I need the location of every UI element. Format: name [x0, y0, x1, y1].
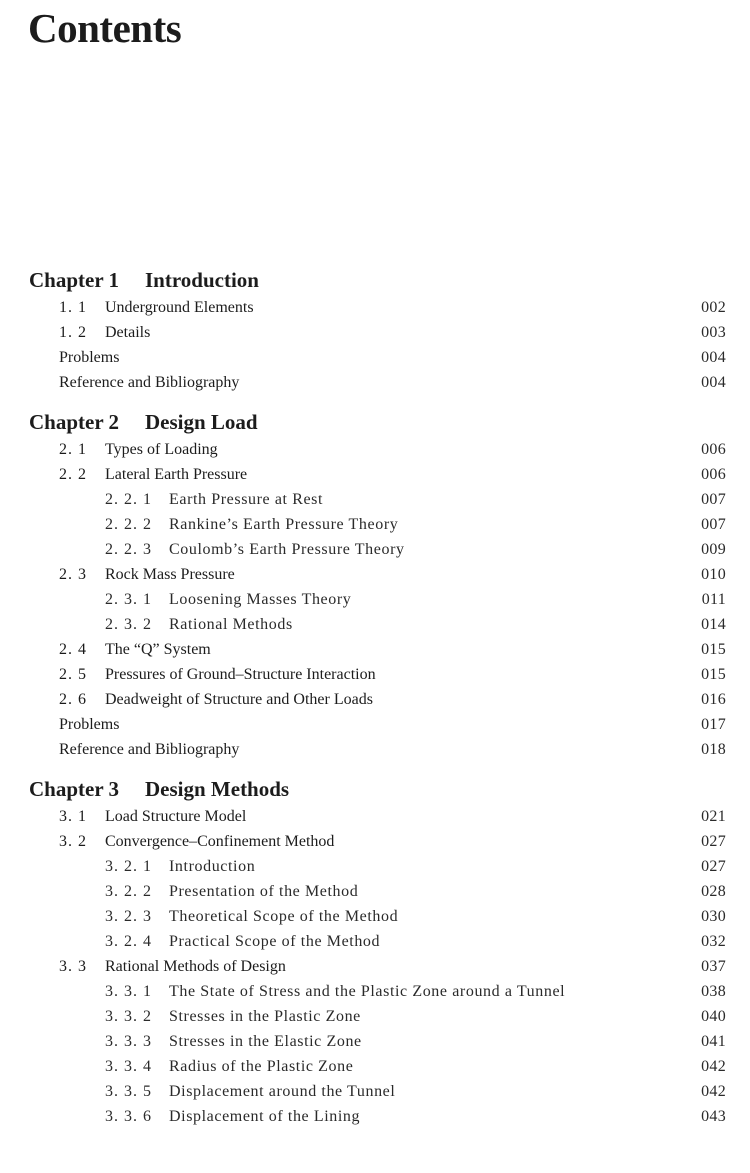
toc-entry[interactable]: [0, 1004, 750, 1029]
toc-entry[interactable]: [0, 1104, 750, 1129]
page-number: 010: [701, 566, 726, 583]
section-title: Types of Loading: [105, 441, 218, 458]
chapter-heading: [0, 774, 750, 804]
section-number: 3. 1: [59, 808, 87, 825]
section-title: Coulomb’s Earth Pressure Theory: [169, 541, 405, 558]
page-number: 021: [701, 808, 726, 825]
section-number: 3. 3. 3: [105, 1033, 152, 1050]
section-title: Loosening Masses Theory: [169, 591, 352, 608]
page-number: 041: [701, 1033, 726, 1050]
toc-entry[interactable]: [0, 929, 750, 954]
section-number: 1. 2: [59, 324, 87, 341]
toc-entry[interactable]: [0, 370, 750, 395]
toc-entry[interactable]: [0, 1054, 750, 1079]
toc-entry[interactable]: [0, 804, 750, 829]
chapter-number: Chapter 1: [29, 268, 120, 292]
page-number: 042: [701, 1058, 726, 1075]
section-number: 2. 6: [59, 691, 87, 708]
section-number: 2. 2: [59, 466, 87, 483]
section-title: Deadweight of Structure and Other Loads: [105, 691, 373, 708]
section-title: Stresses in the Plastic Zone: [169, 1008, 361, 1025]
section-title: Stresses in the Elastic Zone: [169, 1033, 362, 1050]
section-title: Displacement around the Tunnel: [169, 1083, 396, 1100]
page-number: 014: [701, 616, 726, 633]
section-number: 2. 2. 1: [105, 491, 152, 508]
page-number: 009: [701, 541, 726, 558]
toc-entry[interactable]: [0, 562, 750, 587]
page-number: 003: [701, 324, 726, 341]
page-number: 032: [701, 933, 726, 950]
toc-entry[interactable]: [0, 345, 750, 370]
toc-entry[interactable]: [0, 320, 750, 345]
page-number: 015: [701, 666, 726, 683]
page-number: 015: [701, 641, 726, 658]
toc-entry[interactable]: [0, 1079, 750, 1104]
section-title: Rock Mass Pressure: [105, 566, 235, 583]
toc-entry[interactable]: [0, 687, 750, 712]
chapter-number: Chapter 3: [29, 777, 120, 801]
chapter-title: Design Methods: [145, 777, 290, 801]
section-title: The “Q” System: [105, 641, 211, 658]
chapter-heading: [0, 407, 750, 437]
page-number: 038: [701, 983, 726, 1000]
page-number: 006: [701, 466, 726, 483]
section-title: Details: [105, 324, 151, 341]
page-number: 011: [701, 591, 726, 608]
page-number: 030: [701, 908, 726, 925]
chapter-section: [0, 265, 750, 395]
chapter-title: Introduction: [145, 268, 259, 292]
section-number: 2. 3: [59, 566, 87, 583]
section-title: Reference and Bibliography: [59, 741, 240, 758]
section-title: Presentation of the Method: [169, 883, 359, 900]
page-number: 007: [701, 516, 726, 533]
section-title: Rankine’s Earth Pressure Theory: [169, 516, 399, 533]
section-title: Problems: [59, 349, 120, 366]
toc-entry[interactable]: [0, 437, 750, 462]
section-number: 2. 2. 2: [105, 516, 152, 533]
page-number: 040: [701, 1008, 726, 1025]
section-number: 3. 2. 3: [105, 908, 152, 925]
toc-entry[interactable]: [0, 829, 750, 854]
chapter-section: [0, 407, 750, 762]
chapter-heading: [0, 265, 750, 295]
section-title: Theoretical Scope of the Method: [169, 908, 399, 925]
page-number: 018: [701, 741, 726, 758]
toc-entry[interactable]: [0, 462, 750, 487]
page-number: 017: [701, 716, 726, 733]
section-number: 3. 2. 4: [105, 933, 152, 950]
section-title: Practical Scope of the Method: [169, 933, 381, 950]
section-number: 2. 5: [59, 666, 87, 683]
section-number: 3. 3. 5: [105, 1083, 152, 1100]
section-title: Underground Elements: [105, 299, 254, 316]
page-number: 004: [701, 349, 726, 366]
section-title: Earth Pressure at Rest: [169, 491, 324, 508]
page-title: Contents: [28, 5, 182, 51]
page-number: 016: [701, 691, 726, 708]
toc-entry[interactable]: [0, 295, 750, 320]
toc-entry[interactable]: [0, 637, 750, 662]
page-number: 027: [701, 833, 726, 850]
section-title: Displacement of the Lining: [169, 1108, 361, 1125]
section-number: 3. 3. 6: [105, 1108, 152, 1125]
chapter-title: Design Load: [145, 410, 258, 434]
section-title: Pressures of Ground–Structure Interaction: [105, 666, 376, 683]
section-title: Load Structure Model: [105, 808, 247, 825]
section-number: 3. 2. 1: [105, 858, 152, 875]
section-number: 3. 3. 1: [105, 983, 152, 1000]
page-number: 042: [701, 1083, 726, 1100]
toc-entry[interactable]: [0, 612, 750, 637]
toc-entry[interactable]: [0, 662, 750, 687]
toc-entry[interactable]: [0, 904, 750, 929]
toc-entry[interactable]: [0, 737, 750, 762]
toc-entry[interactable]: [0, 1029, 750, 1054]
section-title: Rational Methods of Design: [105, 958, 286, 975]
toc-entry[interactable]: [0, 979, 750, 1004]
toc-entry[interactable]: [0, 712, 750, 737]
toc-entry[interactable]: [0, 512, 750, 537]
section-number: 3. 3. 2: [105, 1008, 152, 1025]
section-title: Lateral Earth Pressure: [105, 466, 248, 483]
table-of-contents: [0, 265, 750, 1141]
page-number: 007: [701, 491, 726, 508]
page-number: 002: [701, 299, 726, 316]
section-number: 3. 2. 2: [105, 883, 152, 900]
section-number: 2. 3. 2: [105, 616, 152, 633]
section-title: Reference and Bibliography: [59, 374, 240, 391]
section-number: 2. 4: [59, 641, 87, 658]
section-title: Introduction: [169, 858, 256, 875]
section-title: Problems: [59, 716, 120, 733]
section-title: The State of Stress and the Plastic Zone around a Tunnel: [169, 983, 566, 1000]
section-number: 2. 1: [59, 441, 87, 458]
chapter-number: Chapter 2: [29, 410, 120, 434]
toc-entry[interactable]: [0, 879, 750, 904]
section-number: 2. 3. 1: [105, 591, 152, 608]
toc-entry[interactable]: [0, 537, 750, 562]
toc-entry[interactable]: [0, 487, 750, 512]
section-number: 2. 2. 3: [105, 541, 152, 558]
chapter-section: [0, 774, 750, 1129]
section-title: Convergence–Confinement Method: [105, 833, 335, 850]
section-number: 3. 3: [59, 958, 87, 975]
section-number: 3. 2: [59, 833, 87, 850]
page-number: 027: [701, 858, 726, 875]
toc-entry[interactable]: [0, 854, 750, 879]
section-title: Rational Methods: [169, 616, 293, 633]
page-number: 043: [701, 1108, 726, 1125]
section-title: Radius of the Plastic Zone: [169, 1058, 354, 1075]
toc-entry[interactable]: [0, 587, 750, 612]
page-number: 028: [701, 883, 726, 900]
section-number: 1. 1: [59, 299, 87, 316]
toc-entry[interactable]: [0, 954, 750, 979]
section-number: 3. 3. 4: [105, 1058, 152, 1075]
page-number: 037: [701, 958, 726, 975]
page-number: 006: [701, 441, 726, 458]
page-number: 004: [701, 374, 726, 391]
